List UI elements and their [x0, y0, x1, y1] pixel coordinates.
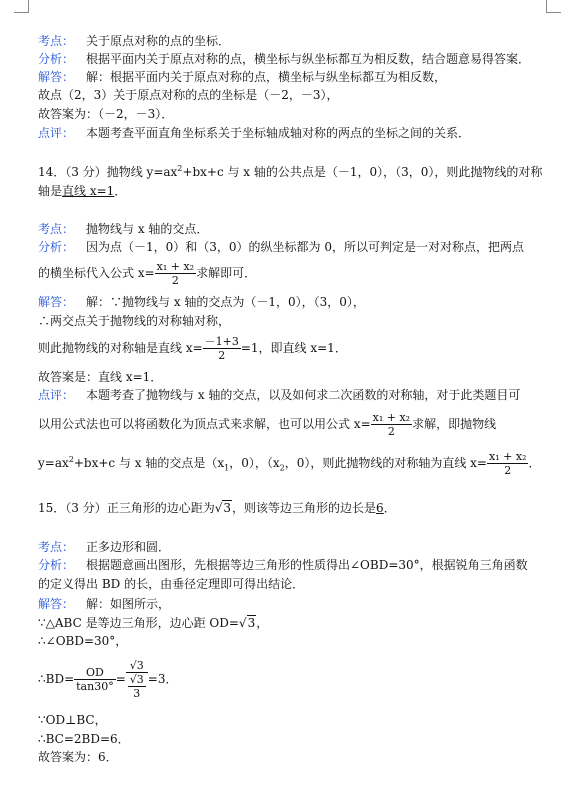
- q13-fenxi-text: 根据平面内关于原点对称的点，横坐标与纵坐标都互为相反数，结合题意易得答案．: [86, 52, 531, 66]
- q14-kaodian-tag: 考点：: [38, 222, 75, 236]
- q13-dianping-line: [38, 125, 470, 141]
- q15-solution-line-1: [38, 615, 268, 631]
- q13-fenxi-tag: 分析：: [38, 52, 75, 66]
- q14-dianping-line-2: [38, 409, 496, 439]
- q14-l3-den: 2: [218, 349, 226, 362]
- q14-d3-sub1: 1: [224, 463, 230, 473]
- q13-dianping-text: 本题考查平面直角坐标系关于坐标轴成轴对称的两点的坐标之间的关系．: [86, 126, 471, 140]
- q14-d3-a: y=ax: [38, 456, 69, 470]
- q14-d3-sub2: 2: [279, 463, 285, 473]
- q15-jieda-tag: 解答：: [38, 597, 75, 611]
- q15-solution-line-5: ∴BC=2BD=6．: [38, 732, 130, 746]
- q15-stem-a: 15．（3 分）正三角形的边心距为: [38, 501, 215, 515]
- q14-fenxi2-den: 2: [171, 274, 179, 287]
- q15-l1-sqrt: √3: [238, 616, 256, 630]
- q15-l3-fraction-2: [126, 659, 148, 700]
- q15-l3-fraction: [74, 666, 116, 693]
- q15-solution-line-6: 故答案为：6．: [38, 750, 118, 764]
- q14-fenxi2-a: 的横坐标代入公式 x=: [38, 266, 155, 280]
- q15-solution-line-4: ∵OD⊥BC，: [38, 713, 107, 727]
- crop-mark-top-left: [14, 0, 29, 13]
- q14-fenxi2-b: 求解即可．: [196, 266, 257, 280]
- q15-solution-line-3: [38, 652, 177, 706]
- q14-dianping-text: 本题考查了抛物线与 x 轴的交点，以及如何求二次函数的对称轴，对于此类题目可: [86, 388, 521, 402]
- q13-jieda-line: [38, 69, 446, 85]
- q14-fenxi-tag: 分析：: [38, 240, 75, 254]
- q15-jieda-line: [38, 596, 170, 612]
- q14-l3-num: －1+3: [204, 335, 239, 348]
- q15-fenxi-line-2: 的定义得出 BD 的长，由垂径定理即可得出结论．: [38, 577, 305, 591]
- q14-fenxi-line-2: [38, 258, 256, 288]
- q15-stem-sqrt: √3: [214, 501, 232, 515]
- q14-fenxi2-fraction: [155, 260, 196, 287]
- q15-fenxi-text: 根据题意画出图形，先根据等边三角形的性质得出∠OBD=30°，根据锐角三角函数: [86, 558, 528, 572]
- q14-stem-a: 14．（3 分）抛物线 y=ax: [38, 165, 178, 179]
- q14-d2-b: 求解，即抛物线: [412, 417, 497, 431]
- q14-answer: 直线 x=1: [62, 184, 115, 198]
- q15-solution-line-2: ∴∠OBD=30°，: [38, 634, 128, 648]
- q13-kaodian-tag: 考点：: [38, 34, 75, 48]
- q15-l3-num2: 3: [136, 659, 144, 672]
- q15-stem-c: ．: [383, 501, 396, 515]
- q15-l3-inner-fraction: [128, 673, 146, 700]
- q14-l3-b: =1，即直线 x=1．: [240, 341, 347, 355]
- q15-jieda-text: 解：如图所示，: [86, 597, 171, 611]
- q13-dianping-tag: 点评：: [38, 126, 75, 140]
- q14-stem2-b: ．: [114, 184, 127, 198]
- q15-fenxi-line: [38, 557, 528, 573]
- q14-solution-line-4: 故答案是：直线 x=1．: [38, 370, 163, 384]
- q14-stem-b: +bx+c 与 x 轴的公共点是（－1，0），（3，0），则此抛物线的对称: [182, 165, 543, 179]
- q13-kaodian-text: 关于原点对称的点的坐标．: [86, 34, 231, 48]
- q13-answer-line-1: 故点（2，3）关于原点对称的点的坐标是（－2，－3），: [38, 88, 339, 102]
- q14-d2-num: x₁ + x₂: [372, 411, 411, 424]
- q14-jieda-tag: 解答：: [38, 295, 75, 309]
- q15-l1-b: ，: [256, 616, 269, 630]
- q15-l3-inner-num: √3: [129, 673, 144, 686]
- q14-kaodian-text: 抛物线与 x 轴的交点．: [86, 222, 209, 236]
- q14-l3-a: 则此抛物线的对称轴是直线 x=: [38, 341, 203, 355]
- q14-fenxi-line: [38, 239, 524, 255]
- q13-jieda-text: 解：根据平面内关于原点对称的点，横坐标与纵坐标都互为相反数，: [86, 70, 447, 84]
- q13-fenxi-line: [38, 51, 530, 67]
- q15-l3-den2: 3: [136, 673, 144, 686]
- q15-l3-den2-wrap: [126, 673, 148, 700]
- q15-stem-radicand: 3: [223, 501, 232, 515]
- q15-stem-b: ，则该等边三角形的边长是: [232, 501, 377, 515]
- q15-l1-a: ∵△ABC 是等边三角形，边心距 OD=: [38, 616, 239, 630]
- q14-d3-den: 2: [504, 464, 512, 477]
- q14-solution-line-3: [38, 333, 347, 363]
- q14-fenxi-text: 因为点（－1，0）和（3，0）的纵坐标都为 0，所以可判定是一对对称点，把两点: [86, 240, 524, 254]
- q14-dianping-line: [38, 387, 520, 403]
- q15-l3-num2-wrap: √3: [126, 659, 148, 673]
- q15-l1-radicand: 3: [247, 616, 256, 630]
- q14-stem-sup: 2: [177, 164, 183, 173]
- q15-l3-inner-den: 3: [133, 687, 141, 700]
- q13-answer-line-2: 故答案为：（－2，－3）．: [38, 107, 174, 121]
- q14-fenxi2-num: x₁ + x₂: [156, 260, 195, 273]
- q14-dianping-line-3: [38, 448, 540, 478]
- q14-d3-fraction: [487, 450, 528, 477]
- q13-kaodian-line: [38, 33, 230, 49]
- q14-d2-fraction: [371, 411, 412, 438]
- q15-l3-num: OD: [74, 666, 116, 680]
- q15-answer: 6: [376, 501, 384, 515]
- q14-jieda-line: [38, 294, 365, 310]
- q14-d3-num: x₁ + x₂: [489, 450, 527, 463]
- q15-stem-line: [38, 500, 396, 516]
- q15-kaodian-line: [38, 539, 170, 555]
- q14-d3-d: ，0），则此抛物线的对称轴为直线 x=: [284, 456, 487, 470]
- q15-fenxi-tag: 分析：: [38, 558, 75, 572]
- q14-stem2-a: 轴是: [38, 184, 63, 198]
- q14-d2-den: 2: [387, 425, 395, 438]
- q14-kaodian-line: [38, 221, 208, 237]
- q13-jieda-tag: 解答：: [38, 70, 75, 84]
- crop-mark-top-right: [546, 0, 561, 13]
- q15-l3-den: tan30°: [76, 680, 114, 693]
- q14-d3-sup: 2: [68, 455, 74, 464]
- q14-stem-line-1: [38, 164, 542, 180]
- q14-stem-line-2: [38, 183, 126, 199]
- q14-l3-fraction: [203, 335, 241, 362]
- q15-l3-eq: =: [115, 672, 126, 686]
- q15-kaodian-tag: 考点：: [38, 540, 75, 554]
- q14-d3-c: ，0），（x: [229, 456, 280, 470]
- q15-l3-b: =3．: [147, 672, 178, 686]
- q15-kaodian-text: 正多边形和圆．: [86, 540, 171, 554]
- q14-d3-b: +bx+c 与 x 轴的交点是（x: [73, 456, 225, 470]
- q14-jieda-text: 解：∵抛物线与 x 轴的交点为（－1，0），（3，0），: [86, 295, 365, 309]
- q14-dianping-tag: 点评：: [38, 388, 75, 402]
- q14-solution-line-2: ∴两交点关于抛物线的对称轴对称，: [38, 314, 231, 328]
- q14-d2-a: 以用公式法也可以将函数化为顶点式来求解，也可以用公式 x=: [38, 417, 371, 431]
- q15-l3-a: ∴BD=: [38, 672, 75, 686]
- q14-d3-e: ．: [528, 456, 541, 470]
